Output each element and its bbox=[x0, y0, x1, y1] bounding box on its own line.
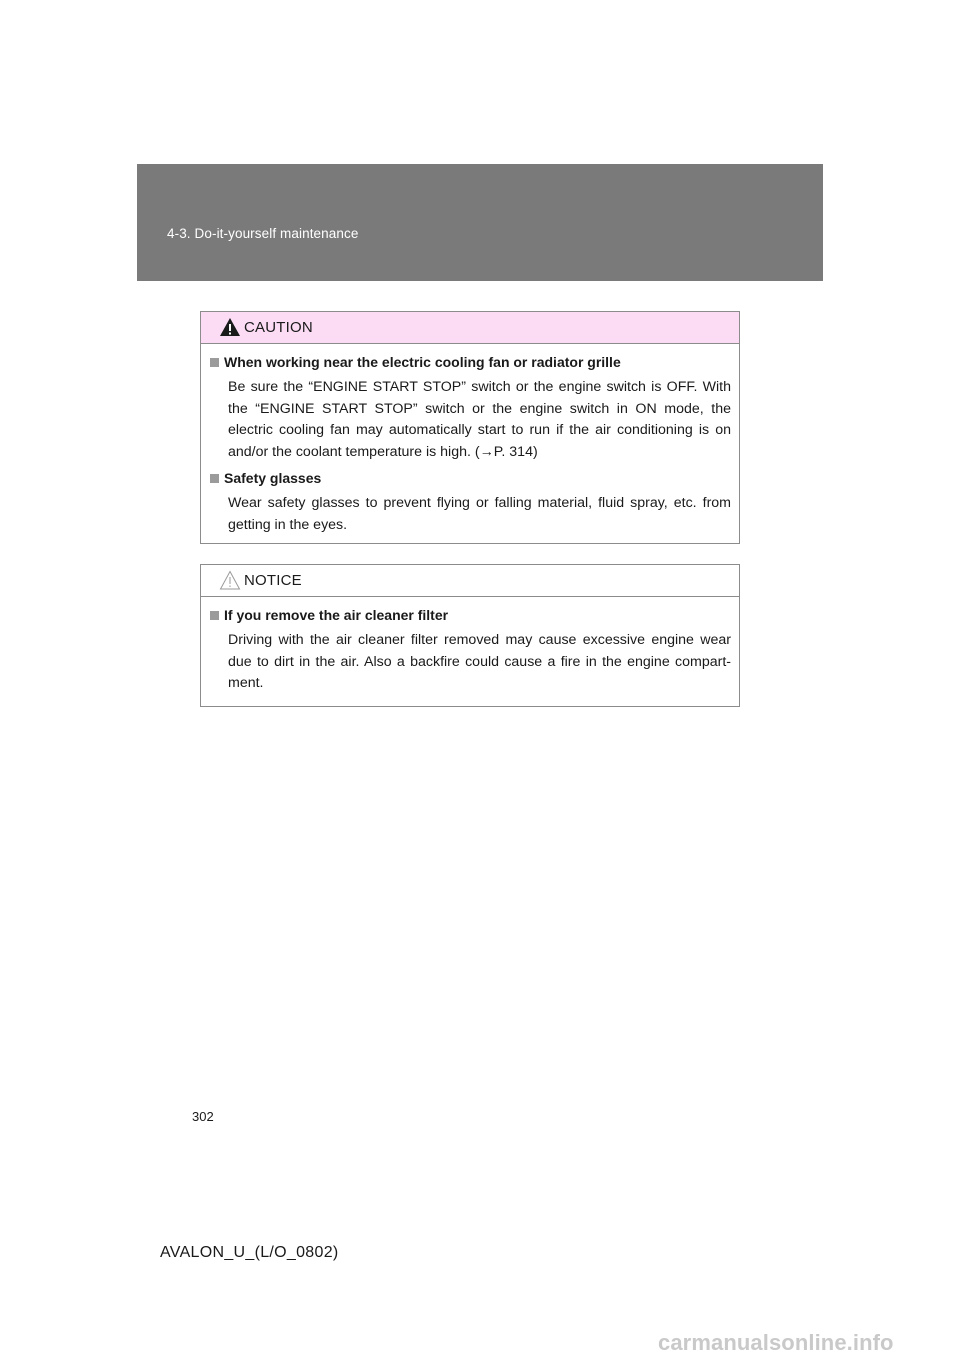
square-bullet-icon bbox=[210, 474, 219, 483]
section-title: 4-3. Do-it-yourself maintenance bbox=[167, 226, 359, 241]
notice-item bbox=[210, 605, 731, 695]
caution-label: CAUTION bbox=[244, 319, 313, 336]
caution-item bbox=[210, 352, 731, 463]
caution-item bbox=[210, 468, 731, 536]
notice-box bbox=[200, 564, 740, 707]
square-bullet-icon bbox=[210, 358, 219, 367]
caution-header bbox=[201, 312, 739, 344]
warning-outline-icon bbox=[219, 570, 241, 590]
document-code: AVALON_U_(L/O_0802) bbox=[160, 1244, 339, 1261]
caution-box bbox=[200, 311, 740, 544]
watermark: carmanualsonline.info bbox=[658, 1330, 894, 1355]
caution-item-title: When working near the electric cooling fan or radiator grille bbox=[224, 354, 621, 370]
notice-header bbox=[201, 565, 739, 597]
caution-item-title: Safety glasses bbox=[224, 470, 322, 486]
warning-icon bbox=[219, 317, 241, 337]
notice-item-title: If you remove the air cleaner filter bbox=[224, 607, 449, 623]
square-bullet-icon bbox=[210, 611, 219, 620]
header-band bbox=[137, 164, 823, 281]
caution-item-text: Be sure the “ENGINE START STOP” switch or the engine switch is OFF. With the “ENGINE START STOP” switch or the engine switch in ON mode, the electric cooling fan may automatically start to run if the air conditioning is on and/or the coolant temperature is high. (→P. 314) bbox=[228, 379, 731, 460]
notice-label: NOTICE bbox=[244, 572, 302, 589]
caution-item-text: Wear safety glasses to prevent flying or falling material, fluid spray, etc. from getting in the eyes. bbox=[228, 495, 731, 533]
notice-item-text: Driving with the air cleaner filter removed may cause excessive engine wear due to dirt in the air. Also a backfire could cause a fire in the engine compart-ment. bbox=[228, 632, 731, 691]
page-number: 302 bbox=[192, 1109, 214, 1124]
